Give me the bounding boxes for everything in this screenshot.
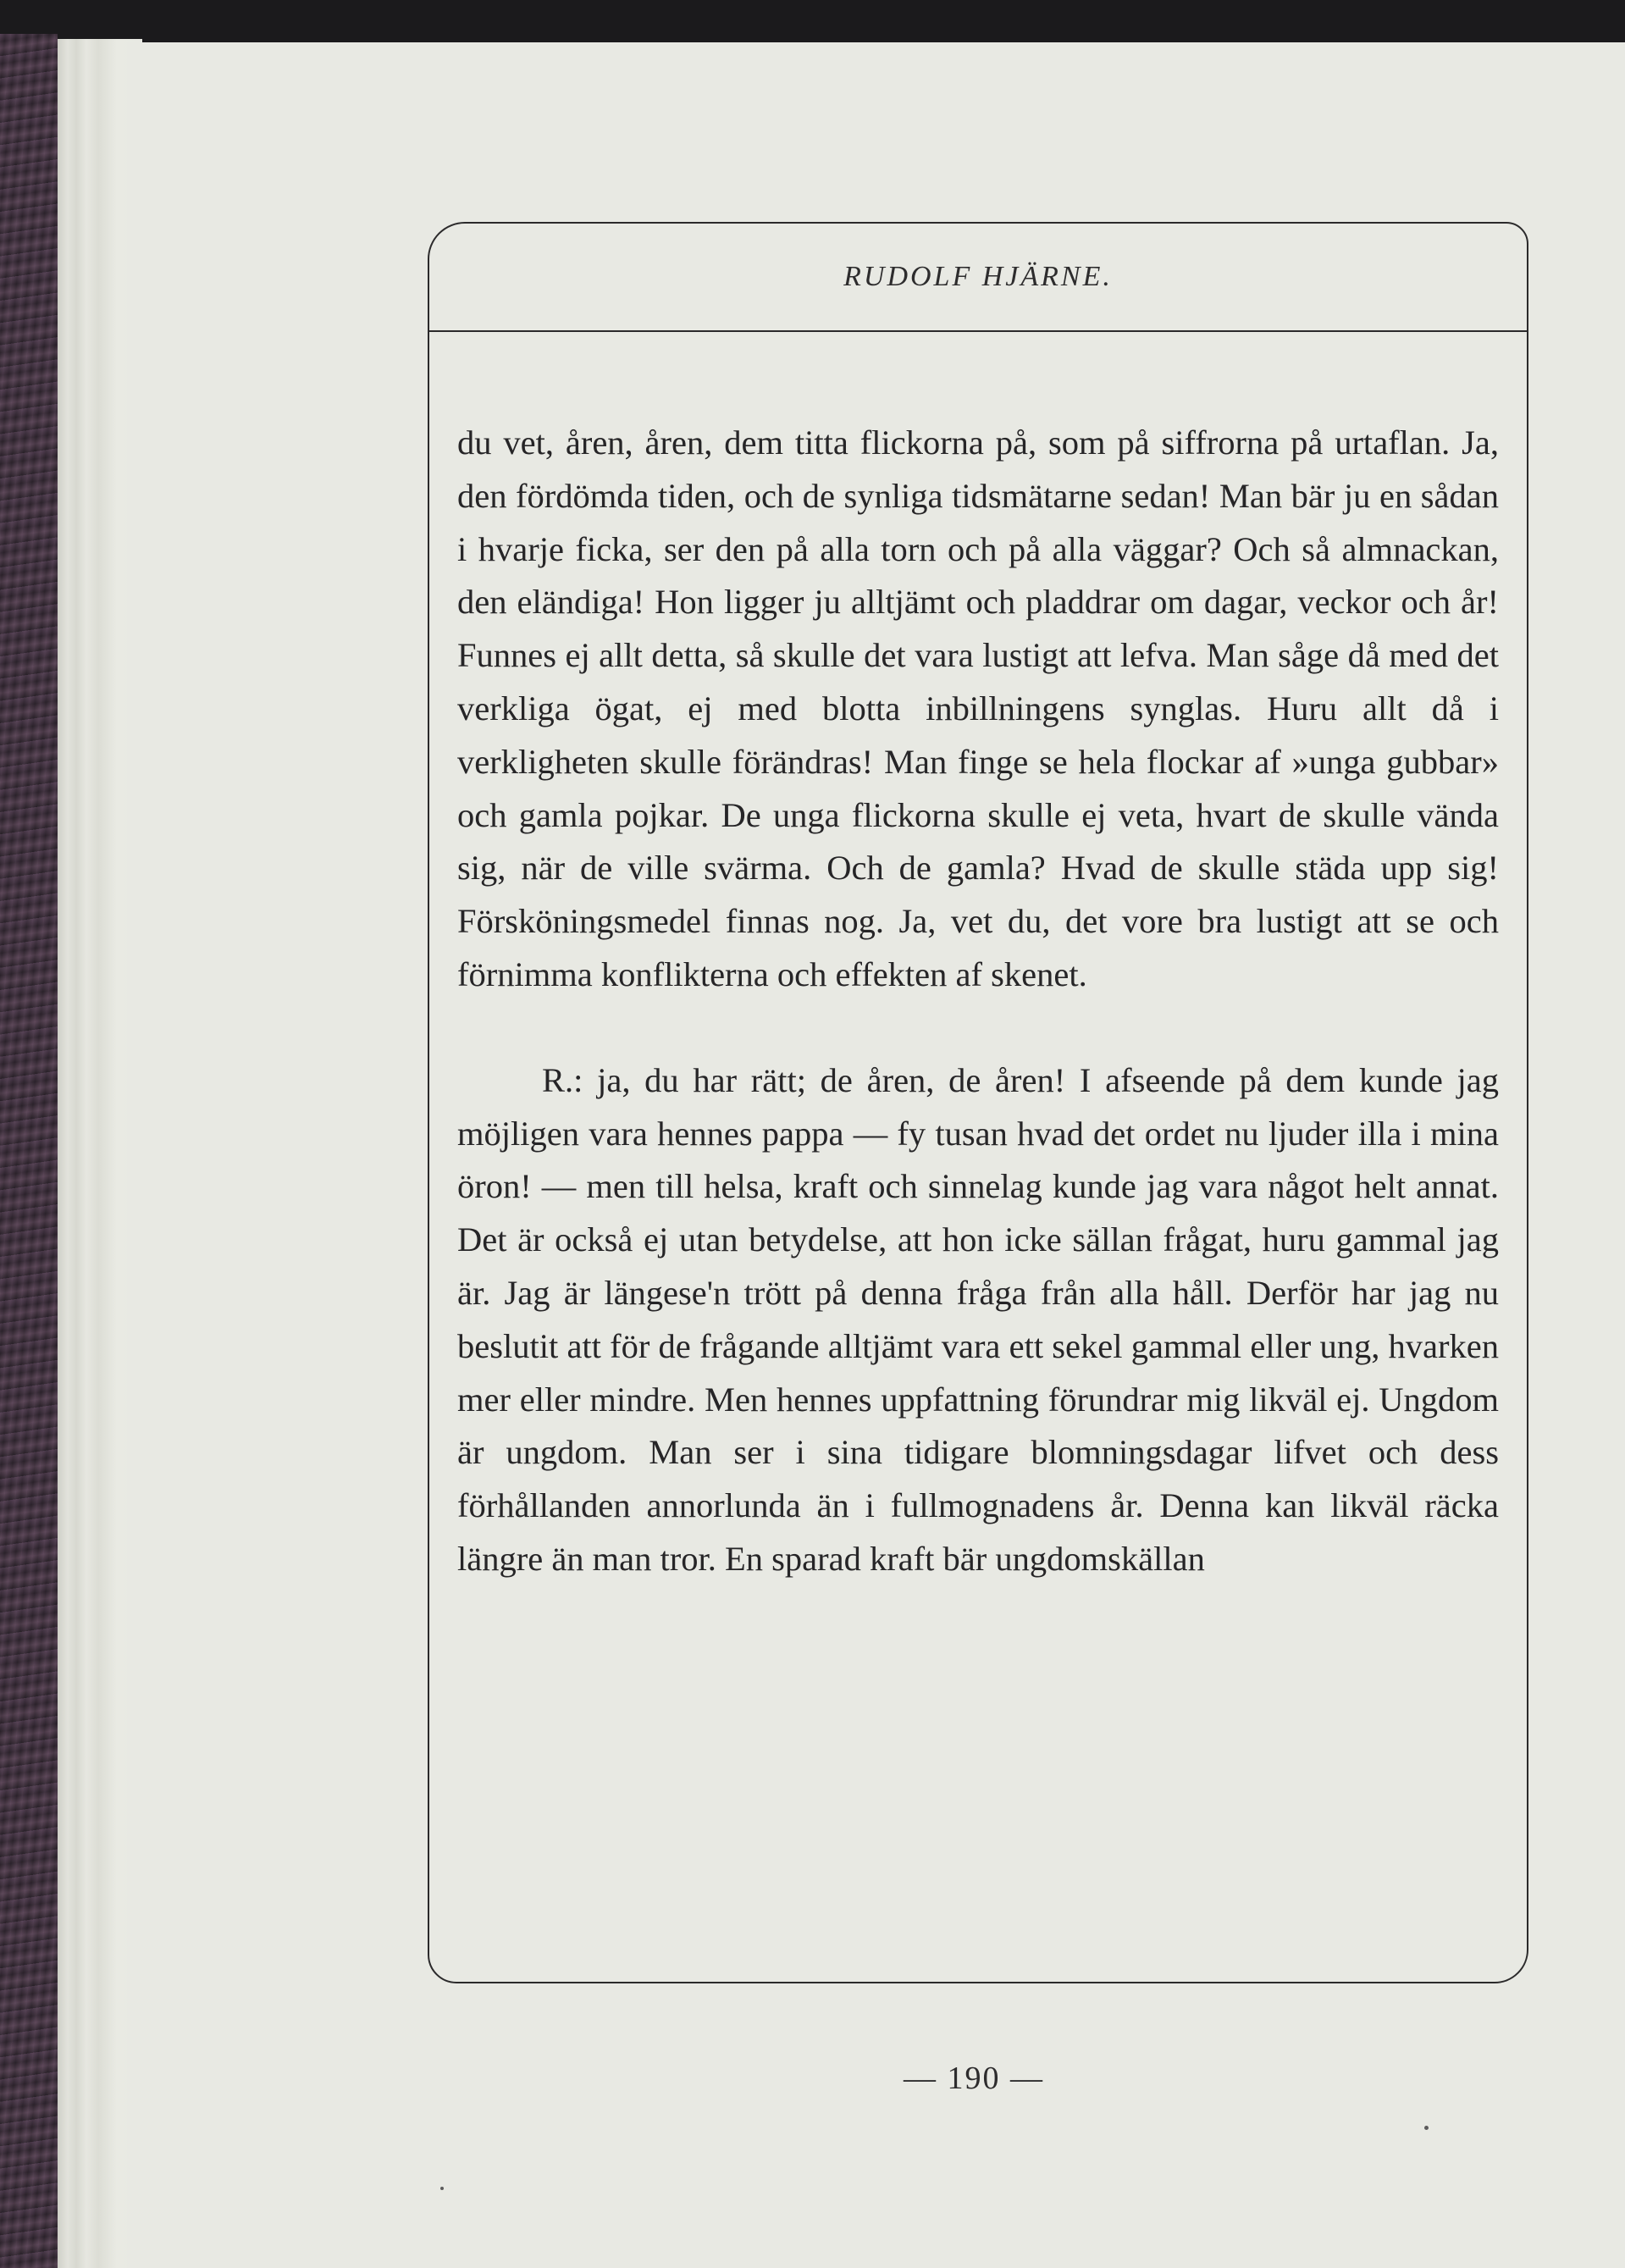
scan-background	[0, 0, 1625, 44]
header-rule	[428, 330, 1528, 332]
paragraph-1: du vet, åren, åren, dem titta flickorna på, som på siffrorna på urtaflan. Ja, den fördömda tiden, och de synliga tidsmätarne sedan! Man bär ju en sådan i hvarje ficka, ser den på alla torn och på alla väggar? Och så almnackan, den eländiga! Hon ligger ju alltjämt och pladdrar om dagar, veckor och år! Funnes ej allt detta, så skulle det vara lustigt att lefva. Man såge då med det verkliga ögat, ej med blotta inbillningens synglas. Huru allt då i verkligheten skulle förändras! Man finge se hela flockar af »unga gubbar» och gamla pojkar. De unga flickorna skulle ej veta, hvart de skulle vända sig, när de ville svärma. Och de gamla? Hvad de skulle städa upp sig! Försköningsmedel finnas nog. Ja, vet du, det vore bra lustigt att se och förnimma konflikterna och effekten af skenet.	[457, 423, 1499, 993]
running-head: RUDOLF HJÄRNE.	[843, 261, 1113, 292]
marbled-book-edge	[0, 34, 58, 2268]
paragraph-2: R.: ja, du har rätt; de åren, de åren! I afseende på dem kunde jag möjligen vara hennes pappa — fy tusan hvad det ordet nu ljuder illa i mina öron! — men till helsa, kraft och sinnelag kunde jag vara något helt annat. Det är också ej utan betydelse, att hon icke sällan frågat, huru gammal jag är. Jag är längese'n trött på denna fråga från alla håll. Derför har jag nu beslutit att för de frågande alltjämt vara ett sekel gammal eller ung, hvarken mer eller mindre. Men hennes uppfattning förundrar mig likväl ej. Ungdom är ungdom. Man ser i sina tidigare blomningsdagar lifvet och dess förhållanden annorlunda än i fullmognadens år. Denna kan likväl räcka längre än man tror. En sparad kraft bär ungdomskällan	[457, 1060, 1499, 1578]
page-number: — 190 —	[904, 2061, 1044, 2096]
paper-speck	[1424, 2126, 1429, 2130]
paper-speck	[440, 2187, 444, 2190]
body-text	[457, 417, 1499, 1586]
